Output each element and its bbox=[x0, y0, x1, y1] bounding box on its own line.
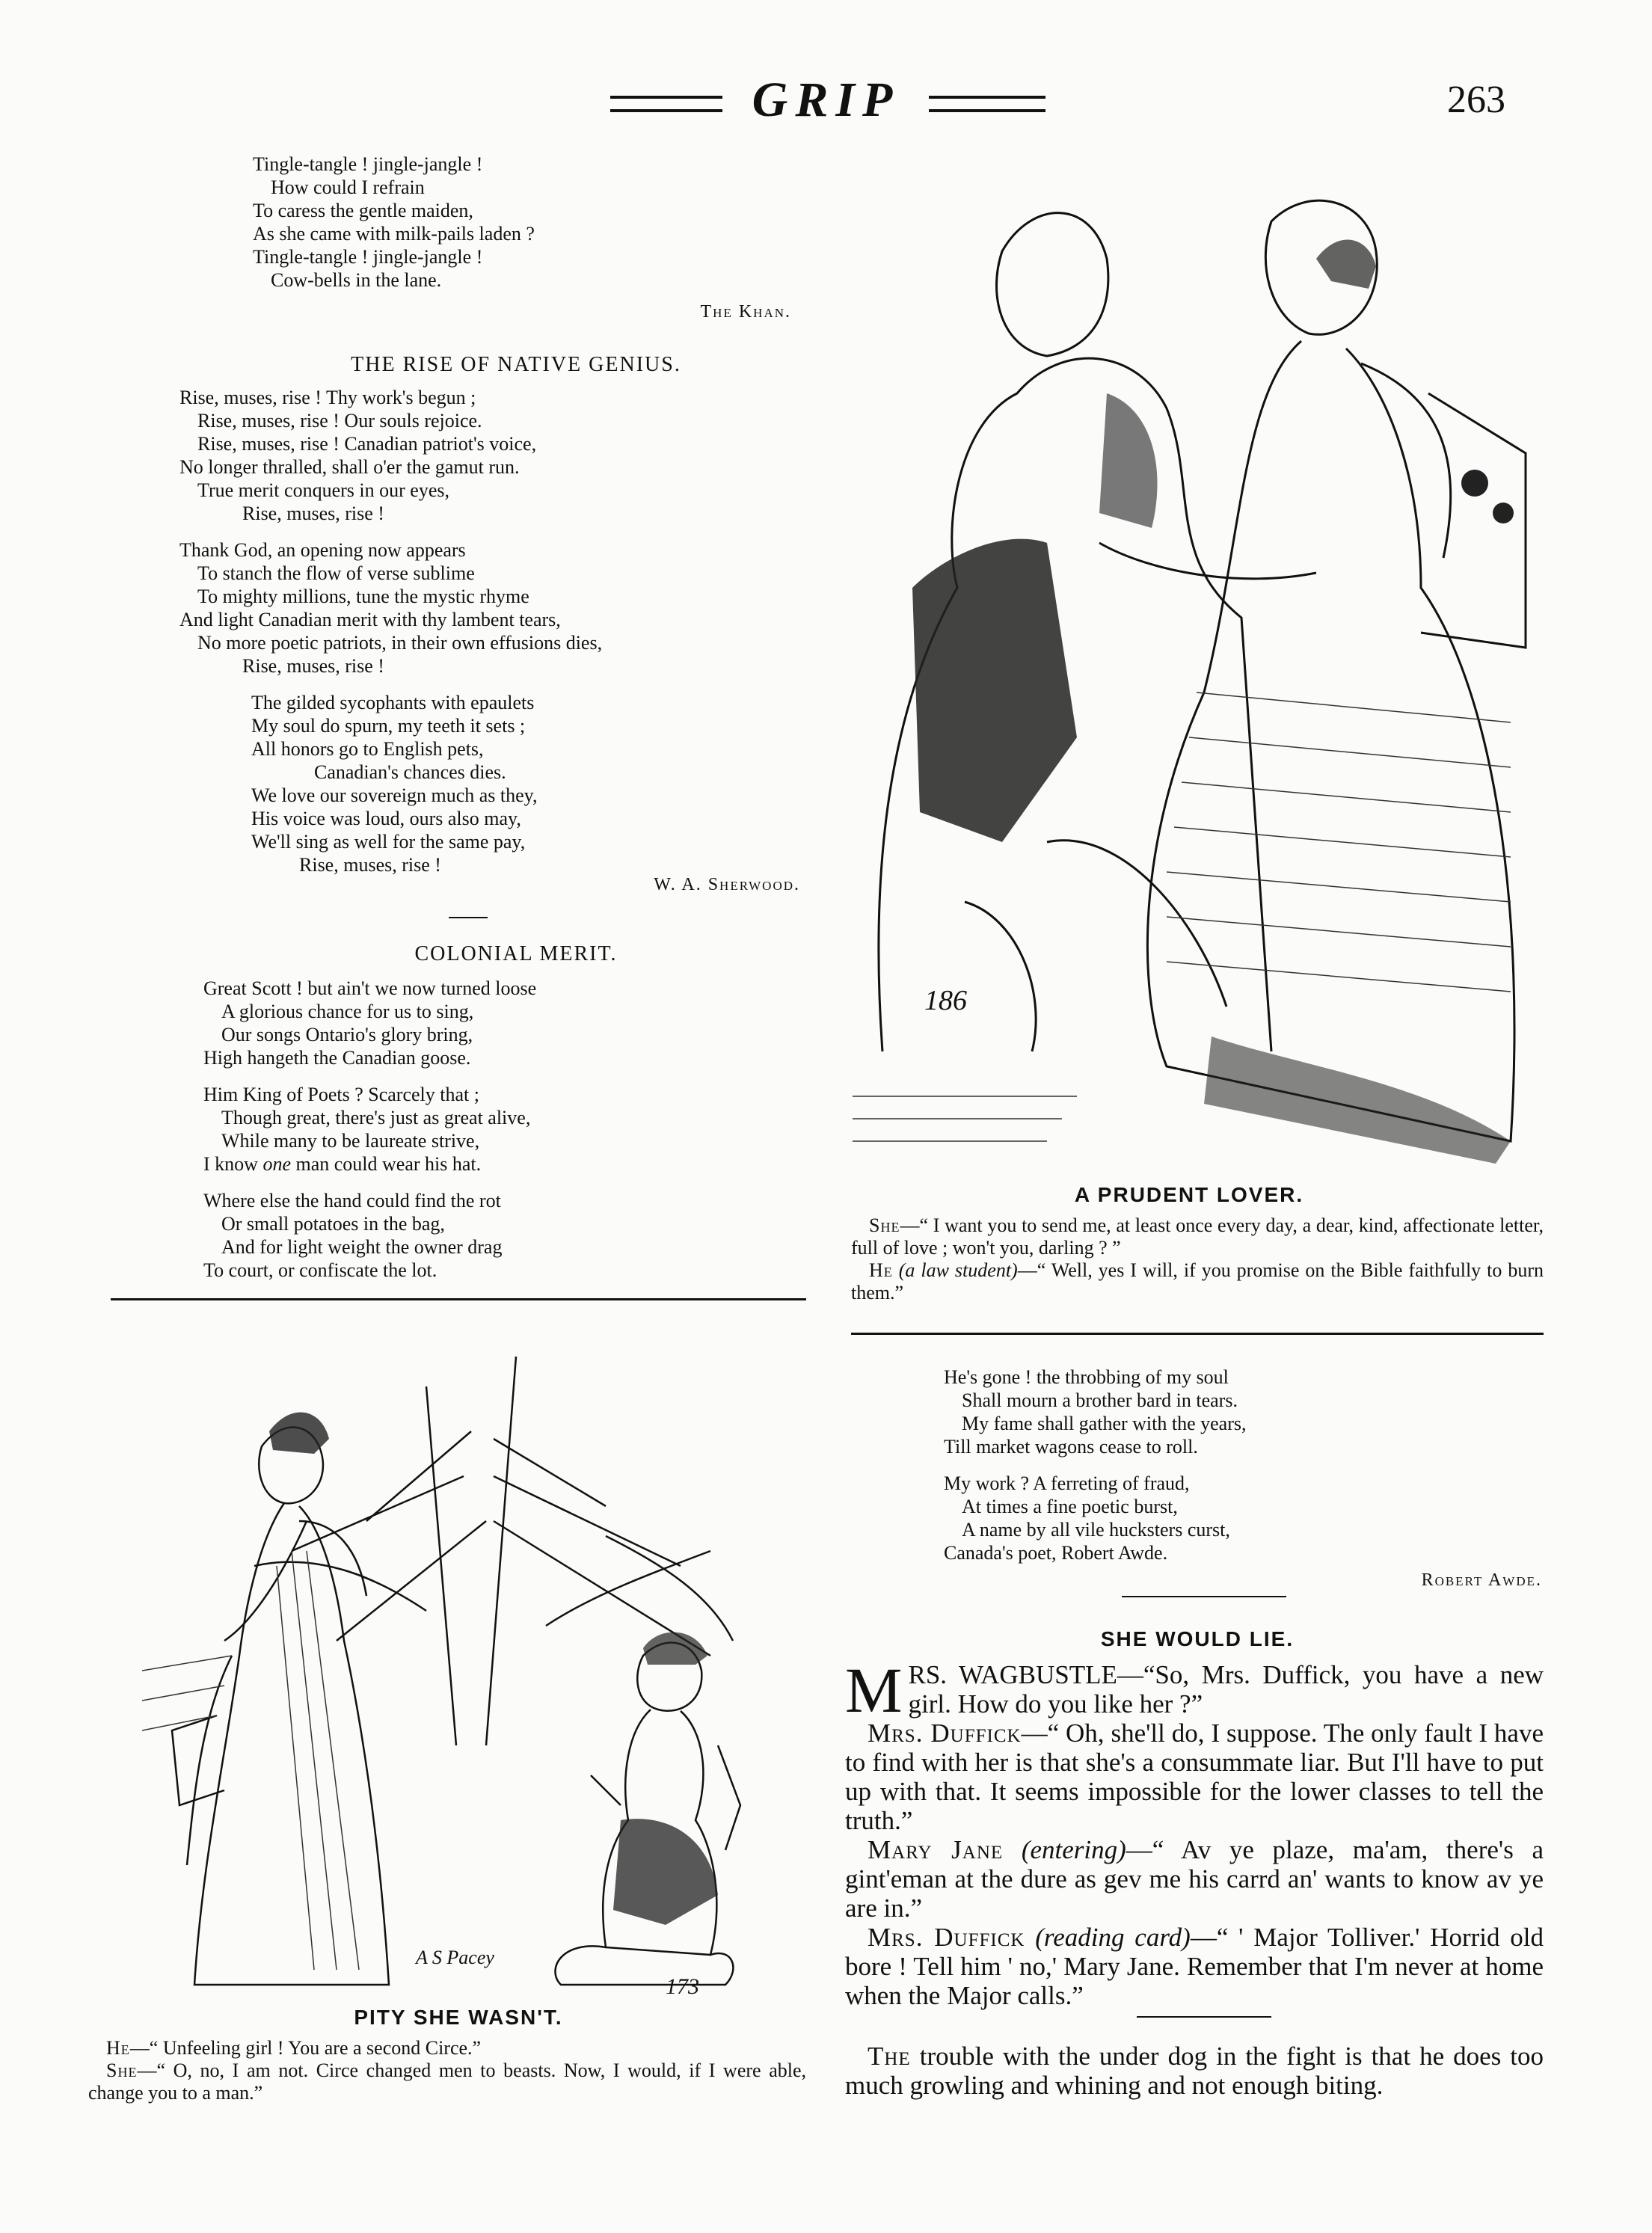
poem-line: Though great, there's just as great alive, bbox=[221, 1107, 531, 1128]
poem-line: My soul do spurn, my teeth it sets ; bbox=[251, 715, 526, 737]
section-divider bbox=[1137, 2016, 1271, 2018]
illustration-prudent-lover-drawing bbox=[853, 169, 1533, 1170]
poem-line: Where else the hand could find the rot bbox=[203, 1190, 501, 1211]
poem-line: Rise, muses, rise ! Thy work's begun ; bbox=[179, 387, 476, 408]
caption-prudent-lover bbox=[851, 1214, 1544, 1304]
speaker-he: He bbox=[869, 1259, 893, 1281]
poem-line: All honors go to English pets, bbox=[251, 738, 484, 760]
poem-line: Rise, muses, rise ! bbox=[299, 854, 441, 876]
poem-cowbells bbox=[253, 153, 791, 324]
heading-native-genius: THE RISE OF NATIVE GENIUS. bbox=[351, 353, 681, 376]
paragraph-text: trouble with the under dog in the fight is that he does too much growling and whining and not enough biting. bbox=[845, 2042, 1544, 2100]
caption-he-text: —“ Well, yes I will, if you promise on the Bible faithfully to burn them.” bbox=[851, 1259, 1544, 1303]
paragraph-text: —“So, Mrs. Duffick, you have a new girl. How do you like her ?” bbox=[908, 1660, 1544, 1718]
plate-number-173: 173 bbox=[666, 1974, 699, 1999]
illustration-pity-drawing bbox=[142, 1327, 815, 2000]
poem-line: Canadian's chances dies. bbox=[314, 761, 506, 783]
dropcap-m: M bbox=[845, 1654, 903, 1726]
poem-line: Him King of Poets ? Scarcely that ; bbox=[203, 1084, 479, 1105]
plate-number-186: 186 bbox=[924, 985, 967, 1016]
section-divider bbox=[449, 917, 488, 918]
poem-line: High hangeth the Canadian goose. bbox=[203, 1047, 471, 1069]
byline-the-khan: The Khan. bbox=[700, 302, 791, 322]
poem-line: As she came with milk-pails laden ? bbox=[253, 223, 535, 245]
poem-line: No more poetic patriots, in their own effusions dies, bbox=[197, 632, 603, 654]
illustration-pity-she-wasnt bbox=[142, 1327, 815, 2000]
poem-line: And light Canadian merit with thy lambent tears, bbox=[179, 609, 561, 630]
paragraph-wagbustle bbox=[845, 1654, 1544, 1726]
header-ornament-right bbox=[929, 96, 1045, 112]
speaker-duffick: Mrs. Duffick bbox=[868, 1923, 1025, 1952]
article-she-would-lie bbox=[845, 1654, 1544, 2010]
poem-line bbox=[203, 1152, 802, 1176]
section-divider bbox=[1122, 1596, 1286, 1597]
speaker-duffick: Mrs. Duffick bbox=[868, 1718, 1022, 1748]
caption-he bbox=[88, 2037, 806, 2060]
column-rule-right bbox=[851, 1333, 1544, 1335]
poem-line: No longer thralled, shall o'er the gamut run. bbox=[179, 456, 520, 478]
poem-line: Great Scott ! but ain't we now turned loose bbox=[203, 977, 537, 999]
byline-awde: Robert Awde. bbox=[1421, 1570, 1542, 1590]
direction-entering: (entering) bbox=[1021, 1835, 1126, 1864]
poem-emphasis: one bbox=[262, 1153, 291, 1175]
speaker-she: She bbox=[869, 1214, 900, 1236]
poem-line: Rise, muses, rise ! bbox=[242, 503, 384, 524]
poem-native-genius bbox=[179, 386, 800, 897]
paragraph-text: —“ ' Major Tolliver.' Horrid old bore ! Tell him ' no,' Mary Jane. Remember that I'm never at home when the Major calls.” bbox=[845, 1923, 1544, 2010]
poem-text: man could wear his hat. bbox=[290, 1153, 482, 1175]
poem-line: My fame shall gather with the years, bbox=[962, 1413, 1247, 1434]
heading-pity-she-wasnt: PITY SHE WASN'T. bbox=[354, 2006, 563, 2029]
poem-line: He's gone ! the throbbing of my soul bbox=[944, 1366, 1229, 1388]
page-title: GRIP bbox=[752, 73, 900, 127]
heading-prudent-lover: A PRUDENT LOVER. bbox=[1074, 1183, 1304, 1206]
caption-she-text: —“ I want you to send me, at least once every day, a dear, kind, affectionate letter, full of love ; won't you, darling ? ” bbox=[851, 1214, 1544, 1259]
byline-sherwood: W. A. Sherwood. bbox=[654, 875, 800, 894]
poem-text: I know bbox=[203, 1153, 263, 1175]
speaker-wagbustle: RS. WAGBUSTLE bbox=[908, 1660, 1117, 1689]
column-rule-left bbox=[111, 1298, 806, 1300]
paragraph-mary-jane bbox=[845, 1835, 1544, 1923]
caption-she bbox=[851, 1214, 1544, 1259]
poem-line: To court, or confiscate the lot. bbox=[203, 1259, 437, 1281]
poem-line: Canada's poet, Robert Awde. bbox=[944, 1542, 1168, 1564]
page-number: 263 bbox=[1447, 79, 1505, 121]
poem-line: At times a fine poetic burst, bbox=[962, 1496, 1178, 1517]
poem-line: True merit conquers in our eyes, bbox=[197, 479, 449, 501]
illustrator-signature: A S Pacey bbox=[416, 1947, 494, 1968]
direction-reading-card: (reading card) bbox=[1035, 1923, 1191, 1952]
article-under-dog bbox=[845, 2042, 1544, 2100]
heading-she-would-lie: SHE WOULD LIE. bbox=[1100, 1627, 1295, 1650]
poem-line: How could I refrain bbox=[271, 176, 425, 198]
poem-line: Shall mourn a brother bard in tears. bbox=[962, 1389, 1238, 1411]
poem-line: Cow-bells in the lane. bbox=[271, 269, 442, 291]
speaker-mary-jane: Mary Jane bbox=[868, 1835, 1004, 1864]
poem-line: Or small potatoes in the bag, bbox=[221, 1213, 445, 1235]
poem-line: Tingle-tangle ! jingle-jangle ! bbox=[253, 153, 483, 175]
poem-line: Rise, muses, rise ! bbox=[242, 655, 384, 677]
paragraph-under-dog bbox=[845, 2042, 1544, 2100]
speaker-she: She bbox=[106, 2060, 138, 2081]
paragraph-duffick bbox=[845, 1718, 1544, 1835]
caption-he bbox=[851, 1259, 1544, 1304]
poem-awde bbox=[944, 1366, 1542, 1592]
direction-law-student: (a law student) bbox=[898, 1259, 1018, 1281]
poem-colonial-merit bbox=[203, 977, 802, 1282]
speaker-he: He bbox=[106, 2037, 130, 2059]
poem-line: We love our sovereign much as they, bbox=[251, 784, 538, 806]
poem-line: The gilded sycophants with epaulets bbox=[251, 692, 535, 713]
poem-line: A glorious chance for us to sing, bbox=[221, 1001, 474, 1022]
heading-colonial-merit: COLONIAL MERIT. bbox=[414, 942, 618, 965]
poem-line: To stanch the flow of verse sublime bbox=[197, 562, 475, 584]
lead-word: The bbox=[868, 2042, 911, 2071]
poem-line: To mighty millions, tune the mystic rhyme bbox=[197, 586, 529, 607]
poem-line: While many to be laureate strive, bbox=[221, 1130, 480, 1152]
poem-line: Till market wagons cease to roll. bbox=[944, 1436, 1198, 1458]
paragraph-text: —“ Oh, she'll do, I suppose. The only fault I have to find with her is that she's a consummate liar. But I'll have to put up with that. It seems impossible for the lower classes to tell the truth.” bbox=[845, 1718, 1544, 1835]
illustration-prudent-lover bbox=[853, 169, 1533, 1170]
poem-line: My work ? A ferreting of fraud, bbox=[944, 1472, 1190, 1494]
caption-she-text: —“ O, no, I am not. Circe changed men to beasts. Now, I would, if I were able, change you to a man.” bbox=[88, 2060, 806, 2104]
poem-line: Our songs Ontario's glory bring, bbox=[221, 1024, 473, 1045]
poem-line: To caress the gentle maiden, bbox=[253, 200, 473, 221]
poem-line: Rise, muses, rise ! Canadian patriot's voice, bbox=[197, 433, 537, 455]
poem-line: His voice was loud, ours also may, bbox=[251, 808, 521, 829]
poem-line: A name by all vile hucksters curst, bbox=[962, 1519, 1230, 1541]
caption-pity-she-wasnt bbox=[88, 2037, 806, 2104]
poem-line: We'll sing as well for the same pay, bbox=[251, 831, 526, 853]
poem-line: Thank God, an opening now appears bbox=[179, 539, 466, 561]
paragraph-duffick-card bbox=[845, 1923, 1544, 2010]
caption-he-text: —“ Unfeeling girl ! You are a second Circe.” bbox=[129, 2037, 482, 2059]
poem-line: Rise, muses, rise ! Our souls rejoice. bbox=[197, 410, 482, 431]
poem-line: And for light weight the owner drag bbox=[221, 1236, 503, 1258]
caption-she bbox=[88, 2060, 806, 2104]
paragraph-text: —“ Av ye plaze, ma'am, there's a gint'eman at the dure as gev me his carrd an' wants to know av ye are in.” bbox=[845, 1835, 1544, 1923]
poem-line: Tingle-tangle ! jingle-jangle ! bbox=[253, 246, 483, 268]
